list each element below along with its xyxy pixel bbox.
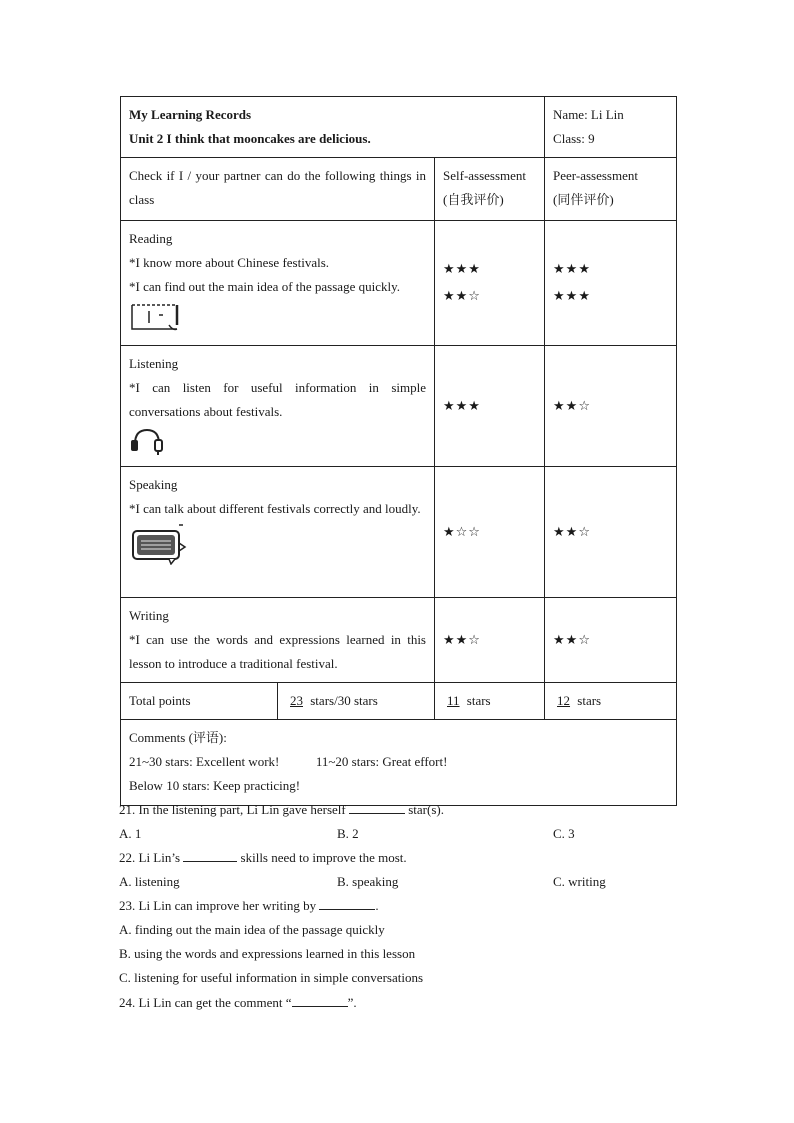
peer-total-value: 12 <box>557 693 571 708</box>
listening-cell <box>121 346 435 467</box>
option[interactable]: B. 2 <box>337 826 359 841</box>
speaking-self-stars <box>435 467 545 598</box>
star-rating: ★★☆ <box>553 632 591 648</box>
skill-item: *I can find out the main idea of the passage quickly. <box>129 279 400 294</box>
unit-title: Unit 2 I think that mooncakes are delicious. <box>129 131 371 146</box>
comment-excellent: 21~30 stars: Excellent work! <box>129 754 280 769</box>
skill-name: Writing <box>129 608 169 623</box>
question-stem-end: skills need to improve the most. <box>240 850 407 865</box>
totals-row <box>121 683 677 720</box>
option[interactable]: B. using the words and expressions learned in this lesson <box>119 946 416 961</box>
writing-cell <box>121 598 435 683</box>
question-23 <box>119 897 379 915</box>
table-row <box>121 221 677 346</box>
peer-total-cell <box>545 683 677 720</box>
question-21 <box>119 801 444 819</box>
self-total-value: 11 <box>447 693 460 708</box>
question-stem-end: star(s). <box>408 802 444 817</box>
peer-assessment-header <box>545 158 677 221</box>
option[interactable]: A. finding out the main idea of the passage quickly <box>119 922 385 937</box>
writing-peer-stars <box>545 598 677 683</box>
title-cell <box>121 97 545 158</box>
option[interactable]: A. listening <box>119 874 180 889</box>
learning-records-table <box>120 96 677 806</box>
listening-peer-stars <box>545 346 677 467</box>
comment-keep-practicing: Below 10 stars: Keep practicing! <box>129 778 301 793</box>
answer-blank[interactable] <box>292 994 348 1007</box>
skill-item: *I know more about Chinese festivals. <box>129 255 330 270</box>
skill-item: *I can use the words and expressions learned in this lesson to introduce a traditional festival. <box>129 632 426 671</box>
comments-line <box>129 750 668 774</box>
question-stem: 24. Li Lin can get the comment “ <box>119 995 292 1010</box>
option[interactable]: C. 3 <box>553 826 575 841</box>
question-22 <box>119 849 407 867</box>
answer-blank[interactable] <box>319 897 375 910</box>
comment-great: 11~20 stars: Great effort! <box>315 754 448 769</box>
total-points-value: 23 <box>290 693 303 708</box>
speech-bubble-icon <box>129 523 187 565</box>
question-stem: 22. Li Lin’s <box>119 850 181 865</box>
star-rating: ★★★ <box>553 262 591 277</box>
self-assessment-label: Self-assessment <box>443 168 527 183</box>
option[interactable]: C. listening for useful information in simple conversations <box>119 970 424 985</box>
peer-total-suffix: stars <box>577 693 602 708</box>
headphones-icon <box>129 426 165 456</box>
question-24 <box>119 994 357 1012</box>
option[interactable]: B. speaking <box>337 874 399 889</box>
table-row <box>121 346 677 467</box>
star-rating: ★★☆ <box>553 398 591 414</box>
comments-label: Comments (评语): <box>129 730 227 745</box>
skill-item: *I can listen for useful information in simple conversations about festivals. <box>129 380 426 419</box>
total-points-label: Total points <box>121 683 278 720</box>
listening-self-stars <box>435 346 545 467</box>
option[interactable]: C. writing <box>553 874 606 889</box>
star-rating: ★★☆ <box>443 632 481 648</box>
speaking-peer-stars <box>545 467 677 598</box>
answer-blank[interactable] <box>349 801 405 814</box>
total-points-suffix: stars/30 stars <box>310 693 378 708</box>
peer-assessment-label: Peer-assessment <box>553 168 638 183</box>
skill-item: *I can talk about different festivals correctly and loudly. <box>129 501 421 516</box>
question-stem-end: ”. <box>347 995 357 1010</box>
table-title: My Learning Records <box>129 107 252 122</box>
answer-blank[interactable] <box>183 849 237 862</box>
self-total-cell <box>435 683 545 720</box>
column-header-row <box>121 158 677 221</box>
peer-assessment-cn: (同伴评价) <box>553 192 614 207</box>
comments-cell <box>121 720 677 806</box>
table-row <box>121 598 677 683</box>
question-stem-end: . <box>375 898 379 913</box>
comments-row <box>121 720 677 806</box>
option[interactable]: A. 1 <box>119 826 142 841</box>
skill-name: Listening <box>129 356 179 371</box>
student-info-cell <box>545 97 677 158</box>
reading-self-stars <box>435 221 545 346</box>
star-rating: ★★☆ <box>553 524 591 540</box>
task-header: Check if I / your partner can do the following things in class <box>121 158 435 221</box>
self-total-suffix: stars <box>466 693 491 708</box>
skill-name: Reading <box>129 231 173 246</box>
star-rating: ★★☆ <box>443 289 481 304</box>
star-rating: ★★★ <box>553 289 591 304</box>
student-class: Class: 9 <box>553 131 595 146</box>
table-row <box>121 467 677 598</box>
reading-peer-stars <box>545 221 677 346</box>
writing-self-stars <box>435 598 545 683</box>
star-rating: ★★★ <box>443 398 481 414</box>
question-stem: 23. Li Lin can improve her writing by <box>119 898 317 913</box>
book-icon <box>129 301 181 333</box>
total-points-cell <box>278 683 435 720</box>
question-stem: 21. In the listening part, Li Lin gave herself <box>119 802 346 817</box>
table-header-row <box>121 97 677 158</box>
self-assessment-cn: (自我评价) <box>443 192 504 207</box>
star-rating: ★☆☆ <box>443 524 481 540</box>
skill-name: Speaking <box>129 477 178 492</box>
star-rating: ★★★ <box>443 262 481 277</box>
speaking-cell <box>121 467 435 598</box>
self-assessment-header <box>435 158 545 221</box>
student-name: Name: Li Lin <box>553 107 624 122</box>
reading-cell <box>121 221 435 346</box>
